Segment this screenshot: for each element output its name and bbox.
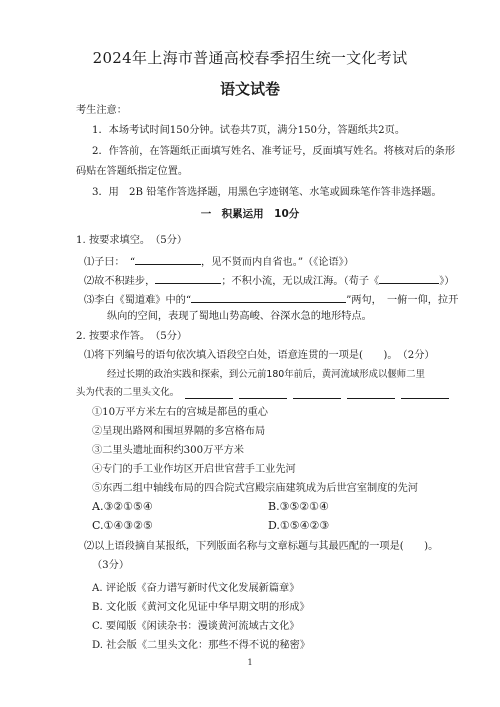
option-a[interactable]: A.③②①⑤④	[92, 500, 153, 513]
question-1-stem: 1. 按要求填空。 （5分）	[76, 235, 188, 246]
q1-p3-pre: ⑶李白《蜀道难》中的“	[84, 295, 192, 306]
passage-line-1: 经过长期的政治实践和探索，到公元前180年前后，黄河流域形成以偃师二里	[107, 369, 425, 380]
question-2-part-2: ⑵以上语段摘自某报纸，下列版面名称与文章标题与其最匹配的一项是( )。	[84, 541, 439, 552]
choice-c[interactable]: C. 要闻版《闲读杂书：漫谈黄河流域古文化》	[92, 621, 300, 632]
answer-blank[interactable]	[155, 272, 221, 284]
passage-line-2	[76, 386, 179, 400]
answer-blank[interactable]	[379, 272, 439, 284]
page-subtitle: 语文试卷	[219, 80, 280, 98]
option-c[interactable]: C.①④③②⑤	[92, 519, 153, 532]
passage-blank[interactable]	[239, 398, 287, 399]
passage-blank[interactable]	[401, 398, 449, 399]
sentence-3: ③二里头遗址面积约300万平方米	[92, 445, 244, 456]
answer-blank[interactable]	[135, 253, 201, 265]
q1-p1-post: ，见不贤而内自省也。”（《论语》）	[201, 257, 354, 268]
notice-item-2a: 2．作答前，在答题纸正面填写姓名、准考证号，反面填写姓名。将核对后的条形	[92, 146, 456, 157]
sentence-2: ②呈现出路网和围垣界隔的多宫格布局	[92, 426, 266, 437]
notice-item-1: 1．本场考试时间150分钟。试卷共7页，满分150分，答题纸共2页。	[92, 125, 406, 136]
passage-line-2-text: 头为代表的二里头文化。	[76, 387, 180, 398]
q1-p2-mid: ；不积小流，无以成江海。（荀子《	[221, 276, 380, 287]
answer-blank[interactable]	[191, 291, 346, 303]
section-heading: 一 积累运用 10分	[200, 208, 300, 220]
choice-d[interactable]: D. 社会版《二里头文化：那些不得不说的秘密》	[92, 640, 311, 651]
passage-blank[interactable]	[185, 398, 233, 399]
q1-p1-pre: ⑴子曰： “	[84, 257, 136, 268]
question-1-part-3	[84, 291, 458, 308]
page-number: 1	[247, 658, 253, 667]
question-2-part-2-score: （3分）	[92, 560, 130, 571]
page-title: 2024年上海市普通高校春季招生统一文化考试	[92, 49, 408, 67]
option-b[interactable]: B.③⑤②①④	[268, 500, 329, 513]
question-1-part-3-cont: 纵向的空间，表现了蜀地山势高峻、谷深水急的地形特点。	[107, 311, 372, 322]
question-2-stem: 2. 按要求作答。 （5分）	[76, 331, 188, 342]
passage-blank[interactable]	[293, 398, 341, 399]
choice-b[interactable]: B. 文化版《黄河文化见证中华早期文明的形成》	[92, 602, 310, 613]
question-1-part-1	[84, 253, 354, 270]
sentence-5: ⑤东西二组中轴线布局的四合院式宫殿宗庙建筑成为后世宫室制度的先河	[92, 483, 418, 494]
question-2-part-1: ⑴将下列编号的语句依次填入语段空白处，语意连贯的一项是( )。 （2分）	[84, 350, 435, 361]
notice-heading: 考生注意：	[76, 105, 127, 116]
passage-blank[interactable]	[347, 398, 395, 399]
choice-a[interactable]: A. 评论版《奋力谱写新时代文化发展新篇章》	[92, 583, 300, 594]
sentence-1: ①10万平方米左右的宫城是都邑的重心	[92, 407, 268, 418]
q1-p2-post: 》）	[439, 276, 455, 287]
q1-p3-post: ”两句， 一俯一仰，拉开	[346, 295, 459, 306]
question-1-part-2	[84, 272, 455, 289]
option-d[interactable]: D.①⑤④②③	[268, 519, 330, 532]
notice-item-2b: 码贴在答题纸指定位置。	[76, 166, 189, 177]
q1-p2-pre: ⑵故不积跬步，	[84, 276, 156, 287]
sentence-4: ④专门的手工业作坊区开启世官营手工业先河	[92, 464, 296, 475]
notice-item-3: 3．用 2B 铅笔作答选择题，用黑色字迹钢笔、水笔或圆珠笔作答非选择题。	[92, 187, 442, 198]
